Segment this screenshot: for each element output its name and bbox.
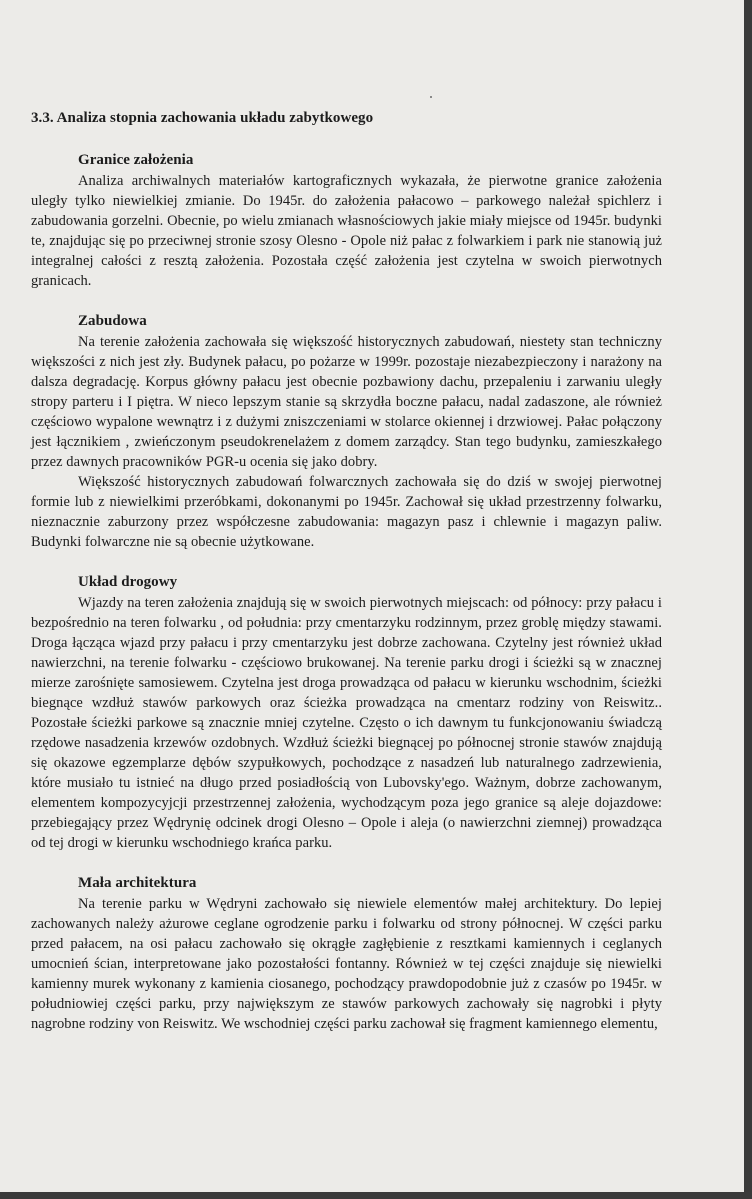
section-heading: Zabudowa bbox=[78, 313, 147, 329]
paragraph: Na terenie parku w Wędryni zachowało się niewiele elementów małej architektury. Do lepiej zachowanych należy ażurowe ceglane ogrodzenie parku i folwarku od strony północnej. W części parku przed pałacem, na osi pałacu zachowało się okrągłe zagłębienie z resztkami kamiennych i ceglanych umocnień ścian, interpretowane jako pozostałości fontanny. Również w tej części znajduje się niewielki kamienny murek wykonany z kamienia ciosanego, pochodzący prawdopodobnie już z czasów po 1945r. w południowiej części parku, przy największym ze stawów parkowych zachowały się nagrobki i płyty nagrobne rodziny von Reiswitz. We wschodniej części parku zachował się fragment kamiennego elementu, bbox=[31, 896, 662, 1032]
section-granice bbox=[31, 150, 662, 291]
section-heading: Układ drogowy bbox=[78, 574, 178, 590]
section-heading: Granice założenia bbox=[78, 152, 194, 168]
paragraph: Większość historycznych zabudowań folwarcznych zachowała się do dziś w swojej pierwotnej formie lub z niewielkimi przeróbkami, dokonanymi po 1945r. Zachował się układ przestrzenny folwarku, nieznacznie zaburzony przez współczesne zabudowania: magazyn pasz i chlewnie i magazyn paliw. Budynki folwarczne nie są obecnie użytkowane. bbox=[31, 474, 662, 550]
document-content bbox=[31, 108, 662, 1054]
paragraph: Wjazdy na teren założenia znajdują się w swoich pierwotnych miejscach: od północy: przy pałacu i bezpośrednio na teren folwarku , od południa: przy cmentarzyku rodzinnym, przez groblę między stawami. Droga łącząca wjazd przy pałacu i przy cmentarzyku jest dobrze zachowana. Czytelny jest również układ nawierzchni, na terenie folwarku - częściowo brukowanej. Na terenie parku drogi i ścieżki są w znacznej mierze zarośnięte samosiewem. Czytelna jest droga prowadząca od pałacu w kierunku wschodnim, ścieżki biegnące wzdłuż stawów parkowych oraz ścieżka prowadząca na cmentarz rodziny von Reiswitz.. Pozostałe ścieżki parkowe są znacznie mniej czytelne. Często o ich dawnym tu funkcjonowaniu świadczą rzędowe nasadzenia krzewów ozdobnych. Wzdłuż ścieżki biegnącej po północnej stronie stawów znajdują się okazowe egzemplarze dębów szypułkowych, pochodzące z nasadzeń lub naturalnego zadrzewienia, które musiało tu istnieć na długo przed posiadłością von Lubovsky'ego. Ważnym, dobrze zachowanym, elementem kompozycyjcji przestrzennej założenia, wychodzącym poza jego granice są aleje dojazdowe: przebiegający przez Wędrynię odcinek drogi Olesno – Opole i aleja (o nawierzchni ziemnej) prowadząca od tej drogi w kierunku wschodniego krańca parku. bbox=[31, 595, 662, 851]
paragraph: Na terenie założenia zachowała się większość historycznych zabudowań, niestety stan techniczny większości z nich jest zły. Budynek pałacu, po pożarze w 1999r. pozostaje niezabezpieczony i narażony na dalsza degradację. Korpus główny pałacu jest obecnie pozbawiony dachu, przepaleniu i zarwaniu uległy stropy parteru i I piętra. W nieco lepszym stanie są skrzydła boczne pałacu, nadal zadaszone, ale również częściowo wypalone wewnątrz i z dużymi zniszczeniami w stolarce okiennej i drzwiowej. Pałac połączony jest łącznikiem , zwieńczonym pseudokrenelażem z domem zarządcy. Stan tego budynku, zamieszkałego przez dawnych pracowników PGR-u ocenia się jako dobry. bbox=[31, 334, 662, 470]
section-heading: Mała architektura bbox=[78, 875, 197, 891]
section-mala-architektura bbox=[31, 873, 662, 1034]
scan-speck bbox=[430, 96, 432, 98]
section-uklad-drogowy bbox=[31, 572, 662, 853]
section-title: 3.3. Analiza stopnia zachowania układu zabytkowego bbox=[31, 110, 374, 126]
paragraph: Analiza archiwalnych materiałów kartograficznych wykazała, że pierwotne granice założenia uległy tylko niewielkiej zmianie. Do 1945r. do założenia pałacowo – parkowego należał spichlerz i zabudowania gorzelni. Obecnie, po wielu zmianach własnościowych jakie miały miejsce od 1945r. budynki te, znajdując się po przeciwnej stronie szosy Olesno - Opole niż pałac z folwarkiem i park nie stanowią już integralnej całości z resztą założenia. Pozostała część założenia jest czytelna w swoich pierwotnych granicach. bbox=[31, 173, 662, 289]
section-zabudowa bbox=[31, 311, 662, 552]
